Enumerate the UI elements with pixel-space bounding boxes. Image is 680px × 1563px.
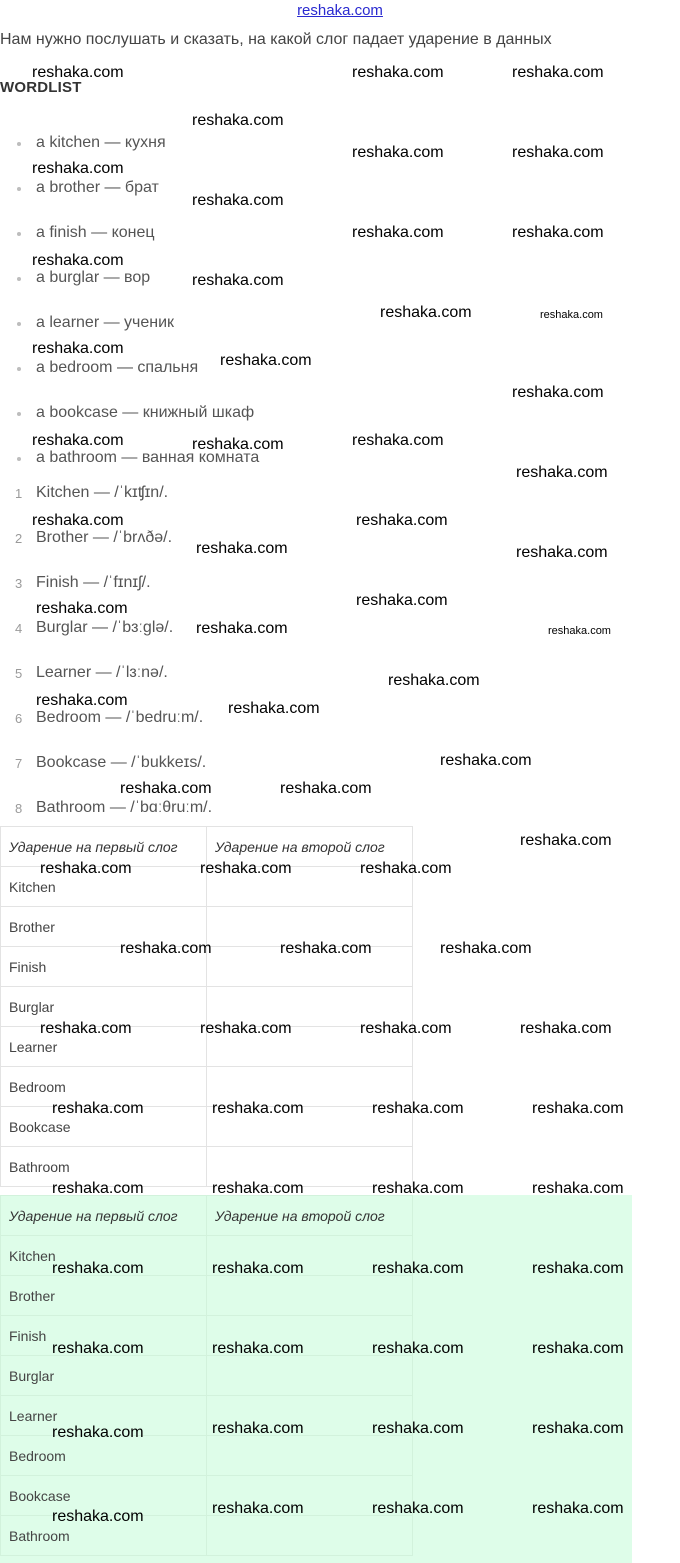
table-cell: Finish (1, 1316, 207, 1356)
table-cell: Learner (1, 1396, 207, 1436)
table-row (1, 1276, 413, 1316)
table-header-row (1, 1196, 413, 1236)
table-cell: Bedroom (1, 1436, 207, 1476)
table-cell: Bedroom (1, 1067, 207, 1107)
watermark: reshaka.com (32, 64, 124, 81)
table-cell: Brother (1, 1276, 207, 1316)
watermark: reshaka.com (440, 940, 532, 957)
watermark: reshaka.com (520, 832, 612, 849)
table-cell: Brother (1, 907, 207, 947)
watermark: reshaka.com (52, 1100, 144, 1117)
watermark: reshaka.com (380, 304, 472, 321)
list-item: a burglar — вор (36, 269, 150, 287)
watermark: reshaka.com (532, 1100, 624, 1117)
watermark: reshaka.com (212, 1340, 304, 1357)
watermark: reshaka.com (516, 464, 608, 481)
watermark: reshaka.com (280, 940, 372, 957)
watermark: reshaka.com (532, 1340, 624, 1357)
watermark: reshaka.com (352, 144, 444, 161)
watermark: reshaka.com (372, 1500, 464, 1517)
table-cell: Bookcase (1, 1476, 207, 1516)
watermark: reshaka.com (372, 1180, 464, 1197)
watermark: reshaka.com (36, 692, 128, 709)
watermark: reshaka.com (212, 1420, 304, 1437)
list-item: a brother — брат (36, 179, 159, 197)
watermark: reshaka.com (120, 940, 212, 957)
bullet-icon (17, 277, 21, 281)
watermark: reshaka.com (516, 544, 608, 561)
watermark: reshaka.com (388, 672, 480, 689)
site-link[interactable]: reshaka.com (297, 2, 383, 19)
watermark: reshaka.com (52, 1508, 144, 1525)
watermark: reshaka.com (212, 1500, 304, 1517)
table-cell: Kitchen (1, 867, 207, 907)
table-row (1, 1356, 413, 1396)
list-item: 2 Brother — /ˈbrʌðə/. (15, 529, 173, 546)
watermark: reshaka.com (532, 1260, 624, 1277)
watermark: reshaka.com (40, 1020, 132, 1037)
bullet-icon (17, 457, 21, 461)
watermark: reshaka.com (192, 112, 284, 129)
table-cell (207, 1516, 413, 1556)
bullet-icon (17, 232, 21, 236)
watermark: reshaka.com (372, 1260, 464, 1277)
watermark: reshaka.com (32, 340, 124, 357)
watermark: reshaka.com (532, 1420, 624, 1437)
watermark: reshaka.com (356, 592, 448, 609)
watermark: reshaka.com (196, 540, 288, 557)
watermark: reshaka.com (360, 1020, 452, 1037)
table-cell (207, 1356, 413, 1396)
intro-text: Нам нужно послушать и сказать, на какой слог падает ударение в данных (0, 31, 552, 48)
table-cell: Learner (1, 1027, 207, 1067)
table-cell (207, 1276, 413, 1316)
list-item: 5 Learner — /ˈlɜːnə/. (15, 664, 168, 681)
table-cell: Bathroom (1, 1516, 207, 1556)
watermark: reshaka.com (200, 860, 292, 877)
column-header: Ударение на второй слог (207, 827, 413, 867)
watermark: reshaka.com (32, 252, 124, 269)
column-header: Ударение на второй слог (207, 1196, 413, 1236)
list-item: a learner — ученик (36, 314, 174, 332)
list-item: 8 Bathroom — /ˈbɑːθruːm/. (15, 799, 213, 816)
table-cell: Burglar (1, 987, 207, 1027)
watermark: reshaka.com (512, 384, 604, 401)
list-item: 7 Bookcase — /ˈbukkeɪs/. (15, 754, 207, 771)
watermark: reshaka.com (372, 1420, 464, 1437)
watermark: reshaka.com (192, 192, 284, 209)
watermark: reshaka.com (352, 64, 444, 81)
watermark: reshaka.com (196, 620, 288, 637)
answer-table (0, 1195, 413, 1556)
bullet-icon (17, 142, 21, 146)
watermark: reshaka.com (52, 1260, 144, 1277)
watermark: reshaka.com (360, 860, 452, 877)
table-cell: Burglar (1, 1356, 207, 1396)
watermark: reshaka.com (212, 1100, 304, 1117)
bullet-icon (17, 187, 21, 191)
watermark: reshaka.com (120, 780, 212, 797)
list-item: 4 Burglar — /ˈbɜːglə/. (15, 619, 174, 636)
list-item: a finish — конец (36, 224, 155, 242)
table-cell (207, 1436, 413, 1476)
watermark: reshaka.com (532, 1180, 624, 1197)
watermark: reshaka.com (280, 780, 372, 797)
watermark: reshaka.com (36, 600, 128, 617)
column-header: Ударение на первый слог (1, 827, 207, 867)
watermark: reshaka.com (540, 309, 603, 321)
watermark: reshaka.com (548, 625, 611, 637)
watermark: reshaka.com (440, 752, 532, 769)
watermark: reshaka.com (32, 512, 124, 529)
watermark: reshaka.com (356, 512, 448, 529)
table-cell: Bathroom (1, 1147, 207, 1187)
stress-table (0, 826, 413, 1187)
watermark: reshaka.com (32, 432, 124, 449)
watermark: reshaka.com (520, 1020, 612, 1037)
watermark: reshaka.com (220, 352, 312, 369)
table-cell: Bookcase (1, 1107, 207, 1147)
watermark: reshaka.com (52, 1180, 144, 1197)
watermark: reshaka.com (352, 432, 444, 449)
column-header: Ударение на первый слог (1, 1196, 207, 1236)
watermark: reshaka.com (32, 160, 124, 177)
watermark: reshaka.com (352, 224, 444, 241)
table-cell: Finish (1, 947, 207, 987)
watermark: reshaka.com (40, 860, 132, 877)
watermark: reshaka.com (228, 700, 320, 717)
bullet-icon (17, 367, 21, 371)
wordlist-heading: WORDLIST (0, 79, 82, 96)
watermark: reshaka.com (212, 1180, 304, 1197)
list-item: a bookcase — книжный шкаф (36, 404, 254, 422)
watermark: reshaka.com (532, 1500, 624, 1517)
watermark: reshaka.com (512, 144, 604, 161)
watermark: reshaka.com (192, 272, 284, 289)
watermark: reshaka.com (192, 436, 284, 453)
watermark: reshaka.com (52, 1424, 144, 1441)
watermark: reshaka.com (372, 1100, 464, 1117)
table-cell: Kitchen (1, 1236, 207, 1276)
list-item: a bedroom — спальня (36, 359, 198, 377)
watermark: reshaka.com (200, 1020, 292, 1037)
list-item: 3 Finish — /ˈfɪnɪʃ/. (15, 574, 151, 591)
list-item: a bathroom — ванная комната (36, 449, 259, 467)
watermark: reshaka.com (512, 64, 604, 81)
bullet-icon (17, 322, 21, 326)
list-item: 1 Kitchen — /ˈkɪʧɪn/. (15, 484, 169, 501)
list-item: 6 Bedroom — /ˈbedruːm/. (15, 709, 204, 726)
watermark: reshaka.com (512, 224, 604, 241)
bullet-icon (17, 412, 21, 416)
watermark: reshaka.com (52, 1340, 144, 1357)
watermark: reshaka.com (212, 1260, 304, 1277)
watermark: reshaka.com (372, 1340, 464, 1357)
list-item: a kitchen — кухня (36, 134, 166, 152)
